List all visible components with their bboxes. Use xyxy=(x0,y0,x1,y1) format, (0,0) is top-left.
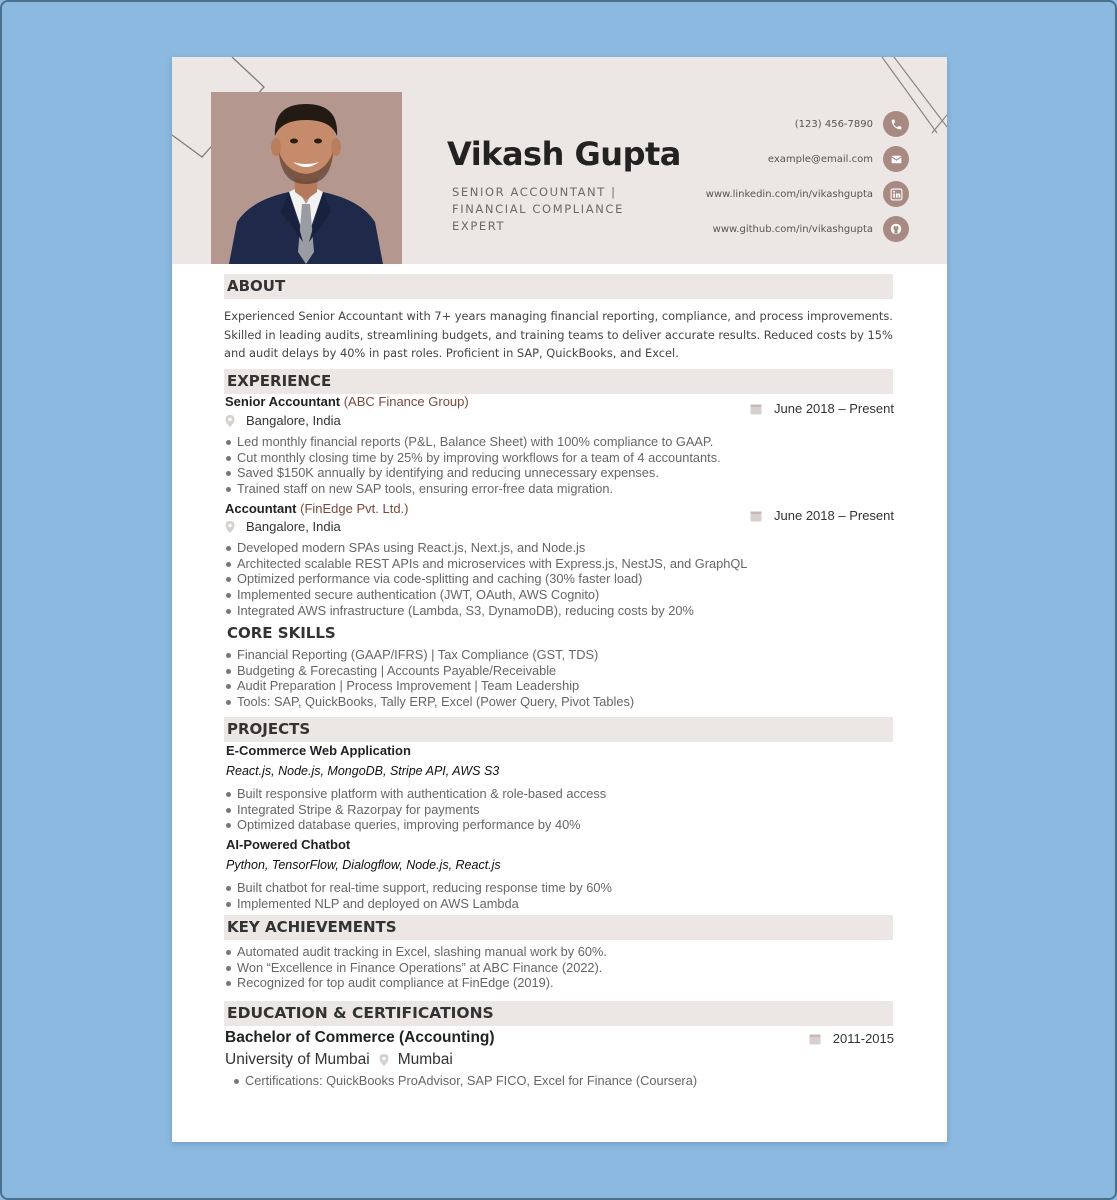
email-text: example@email.com xyxy=(767,153,873,165)
about-heading: ABOUT xyxy=(224,274,893,299)
list-item: Certifications: QuickBooks ProAdvisor, SAP FICO, Excel for Finance (Coursera) xyxy=(233,1073,697,1089)
education-degree: Bachelor of Commerce (Accounting) xyxy=(225,1029,495,1046)
list-item: Implemented secure authentication (JWT, OAuth, AWS Cognito) xyxy=(225,587,747,603)
location-pin-icon xyxy=(225,521,235,533)
list-item: Audit Preparation | Process Improvement | Team Leadership xyxy=(225,678,634,694)
education-years-text: 2011-2015 xyxy=(832,1031,894,1046)
list-item: Automated audit tracking in Excel, slashing manual work by 60%. xyxy=(225,944,607,960)
calendar-icon xyxy=(750,510,762,522)
project-2-bullets xyxy=(225,880,612,911)
achievements-list xyxy=(225,944,607,991)
list-item: Won “Excellence in Finance Operations” at ABC Finance (2022). xyxy=(225,960,607,976)
project-2-title: AI-Powered Chatbot xyxy=(226,837,351,852)
linkedin-icon xyxy=(883,181,909,207)
project-1-tech: React.js, Node.js, MongoDB, Stripe API, AWS S3 xyxy=(226,764,500,778)
list-item: Integrated Stripe & Razorpay for payments xyxy=(225,802,606,818)
resume-header xyxy=(172,57,947,264)
list-item: Built responsive platform with authentication & role-based access xyxy=(225,786,606,802)
achievements-heading: KEY ACHIEVEMENTS xyxy=(224,915,893,940)
list-item: Architected scalable REST APIs and microservices with Express.js, NestJS, and GraphQL xyxy=(225,556,747,572)
email-icon xyxy=(883,146,909,172)
linkedin-text: www.linkedin.com/in/vikashgupta xyxy=(705,188,873,200)
calendar-icon xyxy=(809,1033,821,1045)
list-item: Optimized database queries, improving performance by 40% xyxy=(225,817,606,833)
list-item: Built chatbot for real-time support, reducing response time by 60% xyxy=(225,880,612,896)
education-school xyxy=(225,1051,453,1069)
list-item: Developed modern SPAs using React.js, Next.js, and Node.js xyxy=(225,540,747,556)
list-item: Recognized for top audit compliance at FinEdge (2019). xyxy=(225,975,607,991)
job-1-location xyxy=(225,413,341,428)
github-icon xyxy=(883,216,909,242)
job-title-line-1: SENIOR ACCOUNTANT | xyxy=(452,185,617,199)
list-item: Tools: SAP, QuickBooks, Tally ERP, Excel (Power Query, Pivot Tables) xyxy=(225,694,634,710)
job-1-dates-text: June 2018 – Present xyxy=(774,401,894,416)
contact-linkedin[interactable] xyxy=(706,181,909,207)
job-2-dates xyxy=(750,508,894,523)
job-1-location-text: Bangalore, India xyxy=(246,413,341,428)
candidate-job-title xyxy=(452,184,682,235)
calendar-icon xyxy=(750,403,762,415)
project-1-title: E-Commerce Web Application xyxy=(226,743,411,758)
job-2-location-text: Bangalore, India xyxy=(246,519,341,534)
phone-text: (123) 456-7890 xyxy=(794,118,873,130)
education-school-name: University of Mumbai xyxy=(225,1051,370,1068)
skills-list xyxy=(225,647,634,710)
list-item: Optimized performance via code-splitting and caching (30% faster load) xyxy=(225,571,747,587)
job-2-role: Accountant xyxy=(225,501,297,516)
contact-github[interactable] xyxy=(713,216,909,242)
contact-email[interactable] xyxy=(768,146,909,172)
candidate-name: Vikash Gupta xyxy=(447,135,681,173)
profile-photo xyxy=(211,92,402,264)
job-2-title xyxy=(225,501,409,516)
list-item: Led monthly financial reports (P&L, Balance Sheet) with 100% compliance to GAAP. xyxy=(225,434,721,450)
job-2-company: (FinEdge Pvt. Ltd.) xyxy=(300,501,409,516)
list-item: Cut monthly closing time by 25% by improving workflows for a team of 4 accountants. xyxy=(225,450,721,466)
project-2-tech: Python, TensorFlow, Dialogflow, Node.js, React.js xyxy=(226,858,501,872)
list-item: Saved $150K annually by identifying and reducing unnecessary expenses. xyxy=(225,465,721,481)
github-text: www.github.com/in/vikashgupta xyxy=(712,223,873,235)
location-pin-icon xyxy=(225,415,235,427)
about-text: Experienced Senior Accountant with 7+ years managing financial reporting, compliance, and process improvements. Skilled in leading audits, streamlining budgets, and training teams to deliver accurate results. Reduced costs by 15% and audit delays by 40% in past roles. Proficient in SAP, QuickBooks, and Excel. xyxy=(224,309,893,360)
phone-icon xyxy=(883,111,909,137)
list-item: Trained staff on new SAP tools, ensuring error-free data migration. xyxy=(225,481,721,497)
job-2-dates-text: June 2018 – Present xyxy=(774,508,894,523)
experience-heading: EXPERIENCE xyxy=(224,369,893,394)
project-1-bullets xyxy=(225,786,606,833)
contact-phone[interactable] xyxy=(795,111,909,137)
education-years xyxy=(809,1031,894,1046)
job-1-role: Senior Accountant xyxy=(225,394,341,409)
education-city: Mumbai xyxy=(397,1051,453,1068)
education-heading: EDUCATION & CERTIFICATIONS xyxy=(224,1001,893,1026)
list-item: Budgeting & Forecasting | Accounts Payable/Receivable xyxy=(225,663,634,679)
job-1-title xyxy=(225,394,469,409)
location-pin-icon xyxy=(379,1054,389,1066)
job-1-bullets xyxy=(225,434,721,497)
list-item: Financial Reporting (GAAP/IFRS) | Tax Compliance (GST, TDS) xyxy=(225,647,634,663)
education-certifications xyxy=(233,1073,697,1089)
job-title-line-2: FINANCIAL COMPLIANCE EXPERT xyxy=(452,202,624,233)
job-2-bullets xyxy=(225,540,747,619)
job-2-location xyxy=(225,519,341,534)
skills-heading: CORE SKILLS xyxy=(227,624,336,642)
list-item: Implemented NLP and deployed on AWS Lambda xyxy=(225,896,612,912)
list-item: Integrated AWS infrastructure (Lambda, S3, DynamoDB), reducing costs by 20% xyxy=(225,603,747,619)
job-1-company: (ABC Finance Group) xyxy=(343,394,469,409)
projects-heading: PROJECTS xyxy=(224,717,893,742)
resume-page xyxy=(172,57,947,1142)
job-1-dates xyxy=(750,401,894,416)
